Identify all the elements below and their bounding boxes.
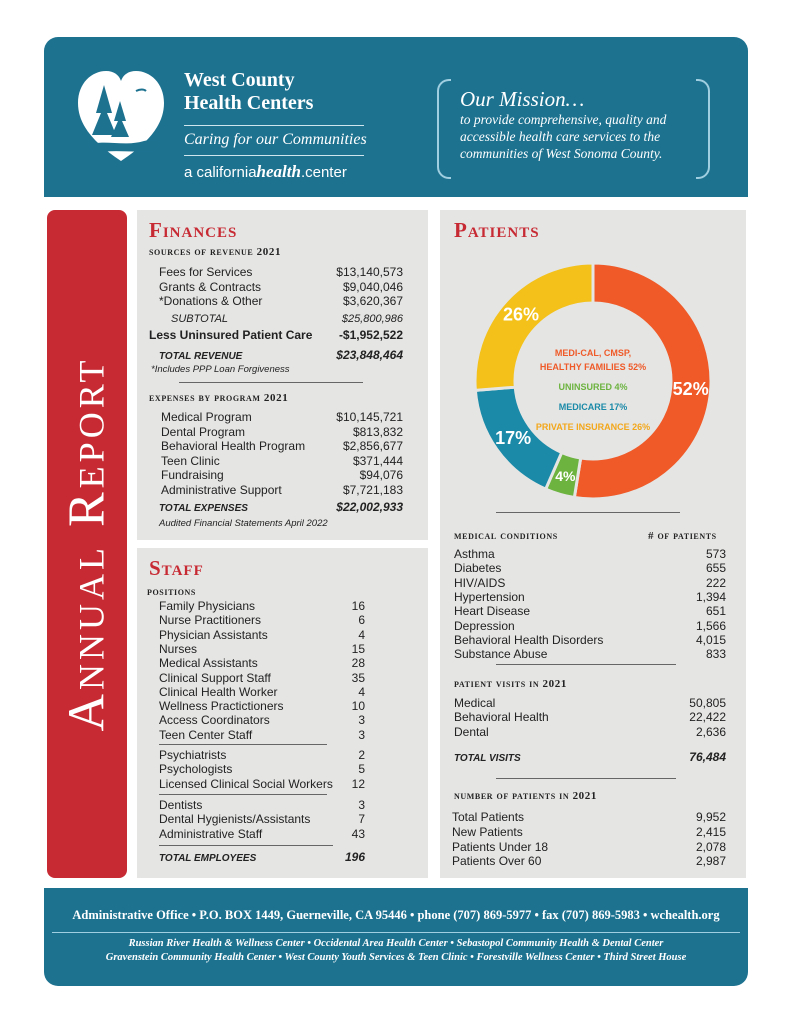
staff-row — [159, 628, 365, 642]
donut-slice-label: 17% — [495, 427, 532, 448]
staff-row — [159, 777, 365, 791]
condition-row-label: Hypertension — [454, 589, 525, 604]
sub-brand: health — [256, 162, 301, 181]
staff-row-label: Family Physicians — [159, 599, 256, 613]
condition-row-value: 4,015 — [695, 632, 726, 647]
total-visits-row — [454, 750, 726, 766]
condition-row-value: 573 — [705, 547, 726, 561]
visits-title: patient visits in 2021 — [454, 678, 567, 690]
sub-suffix: center — [305, 164, 347, 181]
staff-panel — [137, 548, 428, 878]
positions-title: positions — [147, 586, 196, 598]
condition-row-value: 655 — [705, 561, 726, 576]
staff-row-label: Psychologists — [159, 762, 233, 777]
patient-number-row-label: Total Patients — [452, 810, 525, 824]
header-banner — [44, 37, 748, 197]
divider — [179, 382, 363, 383]
divider — [496, 778, 676, 779]
revenue-row-value: $13,140,573 — [336, 265, 403, 279]
org-name — [184, 69, 313, 115]
staff-row-label: Dental Hygienists/Assistants — [159, 812, 311, 827]
staff-row-value: 2 — [358, 748, 365, 762]
patients-title: Patients — [454, 218, 540, 242]
visit-row-label: Dental — [454, 724, 489, 739]
total-revenue-label: TOTAL REVENUE — [159, 351, 243, 362]
mission-bracket-left — [437, 79, 451, 179]
condition-row-label: Substance Abuse — [454, 647, 548, 662]
condition-row-label: HIV/AIDS — [454, 575, 506, 590]
expense-row — [161, 425, 403, 439]
total-employees-label: TOTAL EMPLOYEES — [159, 853, 257, 864]
staff-row — [159, 713, 365, 727]
staff-row-label: Medical Assistants — [159, 656, 258, 671]
total-expenses-row — [159, 500, 403, 516]
staff-row-value: 35 — [351, 670, 365, 685]
expense-row-label: Administrative Support — [161, 482, 282, 497]
divider — [496, 512, 680, 513]
staff-row-value: 43 — [351, 826, 365, 841]
staff-row-label: Dentists — [159, 798, 203, 812]
expense-row-label: Medical Program — [161, 410, 252, 424]
staff-row-value: 12 — [351, 776, 365, 791]
staff-row-value: 3 — [358, 727, 365, 742]
total-revenue-row — [159, 348, 403, 364]
uninsured-label: Less Uninsured Patient Care — [149, 328, 313, 342]
patient-number-row-value: 2,987 — [695, 854, 726, 869]
staff-row — [159, 656, 365, 670]
revenue-row — [159, 280, 403, 294]
revenue-row-label: Fees for Services — [159, 265, 253, 279]
staff-row-label: Wellness Practictioners — [159, 699, 284, 714]
condition-row — [454, 561, 726, 575]
staff-row — [159, 699, 365, 713]
staff-row — [159, 798, 365, 812]
visit-row-value: 22,422 — [689, 710, 726, 725]
staff-row-label: Teen Center Staff — [159, 727, 253, 742]
expense-row — [161, 410, 403, 424]
patient-number-row-value: 2,078 — [695, 839, 726, 854]
patient-numbers-title: number of patients in 2021 — [454, 790, 597, 802]
divider — [52, 932, 740, 933]
condition-row-label: Diabetes — [454, 561, 502, 576]
visit-row-value: 50,805 — [689, 696, 726, 710]
donut-center-label: MEDICARE 17% — [558, 402, 628, 412]
divider — [184, 155, 364, 156]
expense-row-value: $2,856,677 — [342, 439, 403, 453]
org-subline — [184, 162, 347, 182]
visit-row — [454, 696, 726, 710]
annual-report-banner — [47, 210, 127, 878]
staff-row-value: 5 — [358, 762, 365, 777]
divider — [159, 845, 333, 846]
expense-row — [161, 483, 403, 497]
expense-row-label: Dental Program — [161, 424, 246, 439]
donut-center-label: UNINSURED 4% — [558, 382, 628, 392]
donut-slice-label: 52% — [672, 378, 709, 399]
annual-report-title: Annual Report — [58, 356, 116, 732]
expense-row-label: Fundraising — [161, 468, 224, 482]
revenue-row-label: *Donations & Other — [159, 294, 263, 308]
total-visits-label: TOTAL VISITS — [454, 753, 521, 764]
revenue-row-value: $9,040,046 — [342, 279, 403, 294]
expense-row — [161, 468, 403, 482]
condition-row-label: Behavioral Health Disorders — [454, 632, 604, 647]
staff-row-value: 28 — [351, 656, 365, 671]
staff-row-value: 16 — [351, 599, 365, 613]
staff-row — [159, 613, 365, 627]
expenses-note: Audited Financial Statements April 2022 — [159, 518, 328, 529]
patient-number-row-label: Patients Over 60 — [452, 854, 542, 869]
divider — [496, 664, 676, 665]
uninsured-value: -$1,952,522 — [338, 328, 403, 342]
revenue-note: *Includes PPP Loan Forgiveness — [151, 364, 290, 375]
staff-row-label: Clinical Support Staff — [159, 670, 271, 685]
uninsured-row — [149, 328, 403, 342]
patient-number-row-label: New Patients — [452, 824, 523, 839]
staff-row-value: 4 — [358, 627, 365, 642]
divider — [184, 125, 364, 126]
patient-number-row-value: 2,415 — [695, 824, 726, 839]
revenue-title: sources of revenue 2021 — [149, 246, 282, 258]
revenue-row — [159, 265, 403, 279]
conditions-count-header: # of patients — [648, 530, 717, 542]
expense-row-value: $371,444 — [352, 453, 403, 468]
divider — [159, 744, 327, 745]
staff-row-label: Nurses — [159, 641, 198, 656]
payer-mix-donut-chart — [468, 256, 718, 506]
staff-row-value: 6 — [358, 613, 365, 628]
condition-row-label: Asthma — [454, 547, 495, 561]
condition-row-value: 222 — [705, 575, 726, 590]
expense-row-value: $10,145,721 — [336, 410, 403, 424]
staff-row — [159, 748, 365, 762]
footer-locations-line2: Gravenstein Community Health Center • West County Youth Services & Teen Clinic • Forestville Wellness Center • Third Street House — [105, 952, 687, 963]
patient-number-row — [452, 825, 726, 839]
org-tagline: Caring for our Communities — [184, 131, 367, 148]
expense-row — [161, 454, 403, 468]
condition-row — [454, 619, 726, 633]
visit-row-value: 2,636 — [695, 724, 726, 739]
patient-number-row — [452, 840, 726, 854]
expenses-title: expenses by program 2021 — [149, 392, 289, 404]
conditions-title: medical conditions — [454, 530, 558, 542]
staff-row-value: 15 — [351, 641, 365, 656]
condition-row-value: 833 — [705, 647, 726, 662]
mission-text: to provide comprehensive, quality and accessible health care services to the communities of West Sonoma County. — [460, 112, 667, 161]
registered-mark: . — [300, 164, 306, 181]
finances-panel — [137, 210, 428, 540]
staff-row-value: 4 — [358, 684, 365, 699]
footer-contact: Administrative Office • P.O. BOX 1449, Guerneville, CA 95446 • phone (707) 869-5977 • fax (707) 869-5983 • wchealth.org — [72, 908, 720, 922]
staff-row-value: 7 — [358, 812, 365, 827]
condition-row-label: Depression — [454, 618, 515, 633]
visit-row — [454, 725, 726, 739]
expense-row-value: $7,721,183 — [342, 482, 403, 497]
staff-row-label: Nurse Practitioners — [159, 613, 262, 628]
total-expenses-label: TOTAL EXPENSES — [159, 503, 248, 514]
total-employees-value: 196 — [344, 850, 365, 864]
condition-row — [454, 633, 726, 647]
divider — [159, 794, 327, 795]
expense-row-value: $813,832 — [352, 424, 403, 439]
staff-row — [159, 671, 365, 685]
patient-number-row — [452, 810, 726, 824]
patient-number-row-value: 9,952 — [695, 810, 726, 824]
footer-locations-line1: Russian River Health & Wellness Center • Occidental Area Health Center • Sebastopol Community Health & Dental Center — [128, 938, 664, 949]
condition-row-value: 1,566 — [695, 618, 726, 633]
heart-tree-logo-icon — [74, 65, 169, 165]
footer-banner — [44, 888, 748, 986]
org-name-line1: West County — [184, 69, 295, 91]
mission-title: Our Mission… — [460, 87, 585, 111]
condition-row — [454, 604, 726, 618]
staff-row-label: Access Coordinators — [159, 713, 270, 728]
staff-row — [159, 642, 365, 656]
expense-row — [161, 439, 403, 453]
staff-row-label: Licensed Clinical Social Workers — [159, 776, 333, 791]
visit-row-label: Medical — [454, 696, 496, 710]
staff-row-label: Clinical Health Worker — [159, 684, 278, 699]
expense-row-label: Teen Clinic — [161, 453, 220, 468]
staff-row-label: Physician Assistants — [159, 627, 268, 642]
subtotal-value: $25,800,986 — [341, 313, 403, 325]
staff-row — [159, 685, 365, 699]
staff-row-value: 3 — [358, 798, 365, 812]
staff-row — [159, 812, 365, 826]
staff-row — [159, 762, 365, 776]
donut-center-label: MEDI-CAL, CMSP, — [554, 348, 632, 358]
condition-row-label: Heart Disease — [454, 604, 531, 619]
staff-row-value: 3 — [358, 713, 365, 728]
donut-slice-label: 26% — [502, 304, 540, 325]
total-employees-row — [159, 850, 365, 866]
staff-row-label: Administrative Staff — [159, 826, 263, 841]
revenue-row — [159, 294, 403, 308]
donut-center-label: HEALTHY FAMILIES 52% — [539, 362, 647, 372]
condition-row — [454, 547, 726, 561]
total-expenses-value: $22,002,933 — [336, 500, 403, 514]
staff-row-label: Psychiatrists — [159, 748, 227, 762]
patients-panel — [440, 210, 746, 878]
finances-title: Finances — [149, 218, 238, 242]
donut-center-label: PRIVATE INSURANCE 26% — [535, 422, 651, 432]
condition-row — [454, 590, 726, 604]
expense-row-value: $94,076 — [359, 468, 403, 482]
condition-row — [454, 647, 726, 661]
subtotal-label: SUBTOTAL — [171, 313, 229, 325]
staff-title: Staff — [149, 556, 204, 580]
staff-row — [159, 728, 365, 742]
staff-row — [159, 599, 365, 613]
patient-number-row-label: Patients Under 18 — [452, 839, 549, 854]
sub-prefix: a california — [184, 164, 257, 181]
staff-row — [159, 827, 365, 841]
condition-row — [454, 576, 726, 590]
visit-row — [454, 710, 726, 724]
visit-row-label: Behavioral Health — [454, 710, 549, 725]
donut-slice-label: 4% — [555, 468, 576, 485]
total-revenue-value: $23,848,464 — [336, 348, 403, 362]
condition-row-value: 1,394 — [695, 589, 726, 604]
condition-row-value: 651 — [705, 604, 726, 619]
revenue-row-label: Grants & Contracts — [159, 279, 262, 294]
total-visits-value: 76,484 — [689, 750, 726, 764]
patient-number-row — [452, 854, 726, 868]
subtotal-row — [171, 312, 403, 326]
revenue-row-value: $3,620,367 — [342, 294, 403, 308]
org-name-line2: Health Centers — [184, 92, 314, 114]
expense-row-label: Behavioral Health Program — [161, 439, 306, 453]
staff-row-value: 10 — [351, 699, 365, 714]
